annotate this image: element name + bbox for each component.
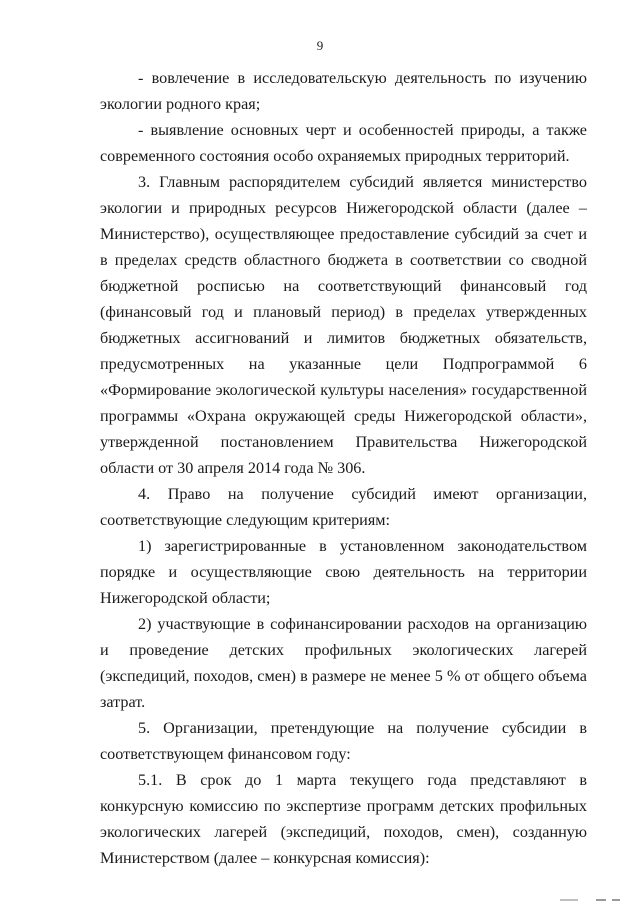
scan-mark (612, 899, 620, 901)
paragraph-5-1-deadline: 5.1. В срок до 1 марта текущего года представляют в конкурсную комиссию по экспертизе программ детских профильных экологических лагерей (экспедиций, походов, смен), созданную Министерством (далее – конкурсная комиссия): (100, 771, 587, 867)
paragraph-4-eligibility: 4. Право на получение субсидий имеют организации, соответствующие следующим критериям: (100, 485, 587, 529)
paragraph-3-chief-administrator: 3. Главным распорядителем субсидий является министерство экологии и природных ресурсов Нижегородской области (далее – Министерство), осуществляющее предоставление субсидий за счет и в пределах средств областного бюджета в соответствии со сводной бюджетной росписью на соответствующий финансовый год (финансовый год и плановый период) в пределах утвержденных бюджетных ассигнований и лимитов бюджетных обязательств, предусмотренных на указанные цели Подпрограммой 6 «Формирование экологической культуры населения» государственной программы «Охрана окружающей среды Нижегородской области», утвержденной постановлением Правительства Нижегородской области от 30 апреля 2014 года № 306. (100, 173, 587, 477)
paragraph-5-applicants: 5. Организации, претендующие на получение субсидии в соответствующем финансовом году: (100, 719, 587, 763)
paragraph-criterion-2: 2) участвующие в софинансировании расходов на организацию и проведение детских профильных экологических лагерей (экспедиций, походов, смен) в размере не менее 5 % от общего объема затрат. (100, 615, 587, 711)
paragraph-involvement: - вовлечение в исследовательскую деятельность по изучению экологии родного края; (100, 69, 587, 113)
page-number: 9 (316, 38, 324, 53)
document-body (100, 65, 587, 871)
paragraph-identification: - выявление основных черт и особенностей природы, а также современного состояния особо охраняемых природных территорий. (100, 121, 587, 165)
paragraph-criterion-1: 1) зарегистрированные в установленном законодательством порядке и осуществляющие свою деятельность на территории Нижегородской области; (100, 537, 587, 607)
scan-mark (596, 899, 606, 901)
scan-mark (560, 899, 578, 901)
